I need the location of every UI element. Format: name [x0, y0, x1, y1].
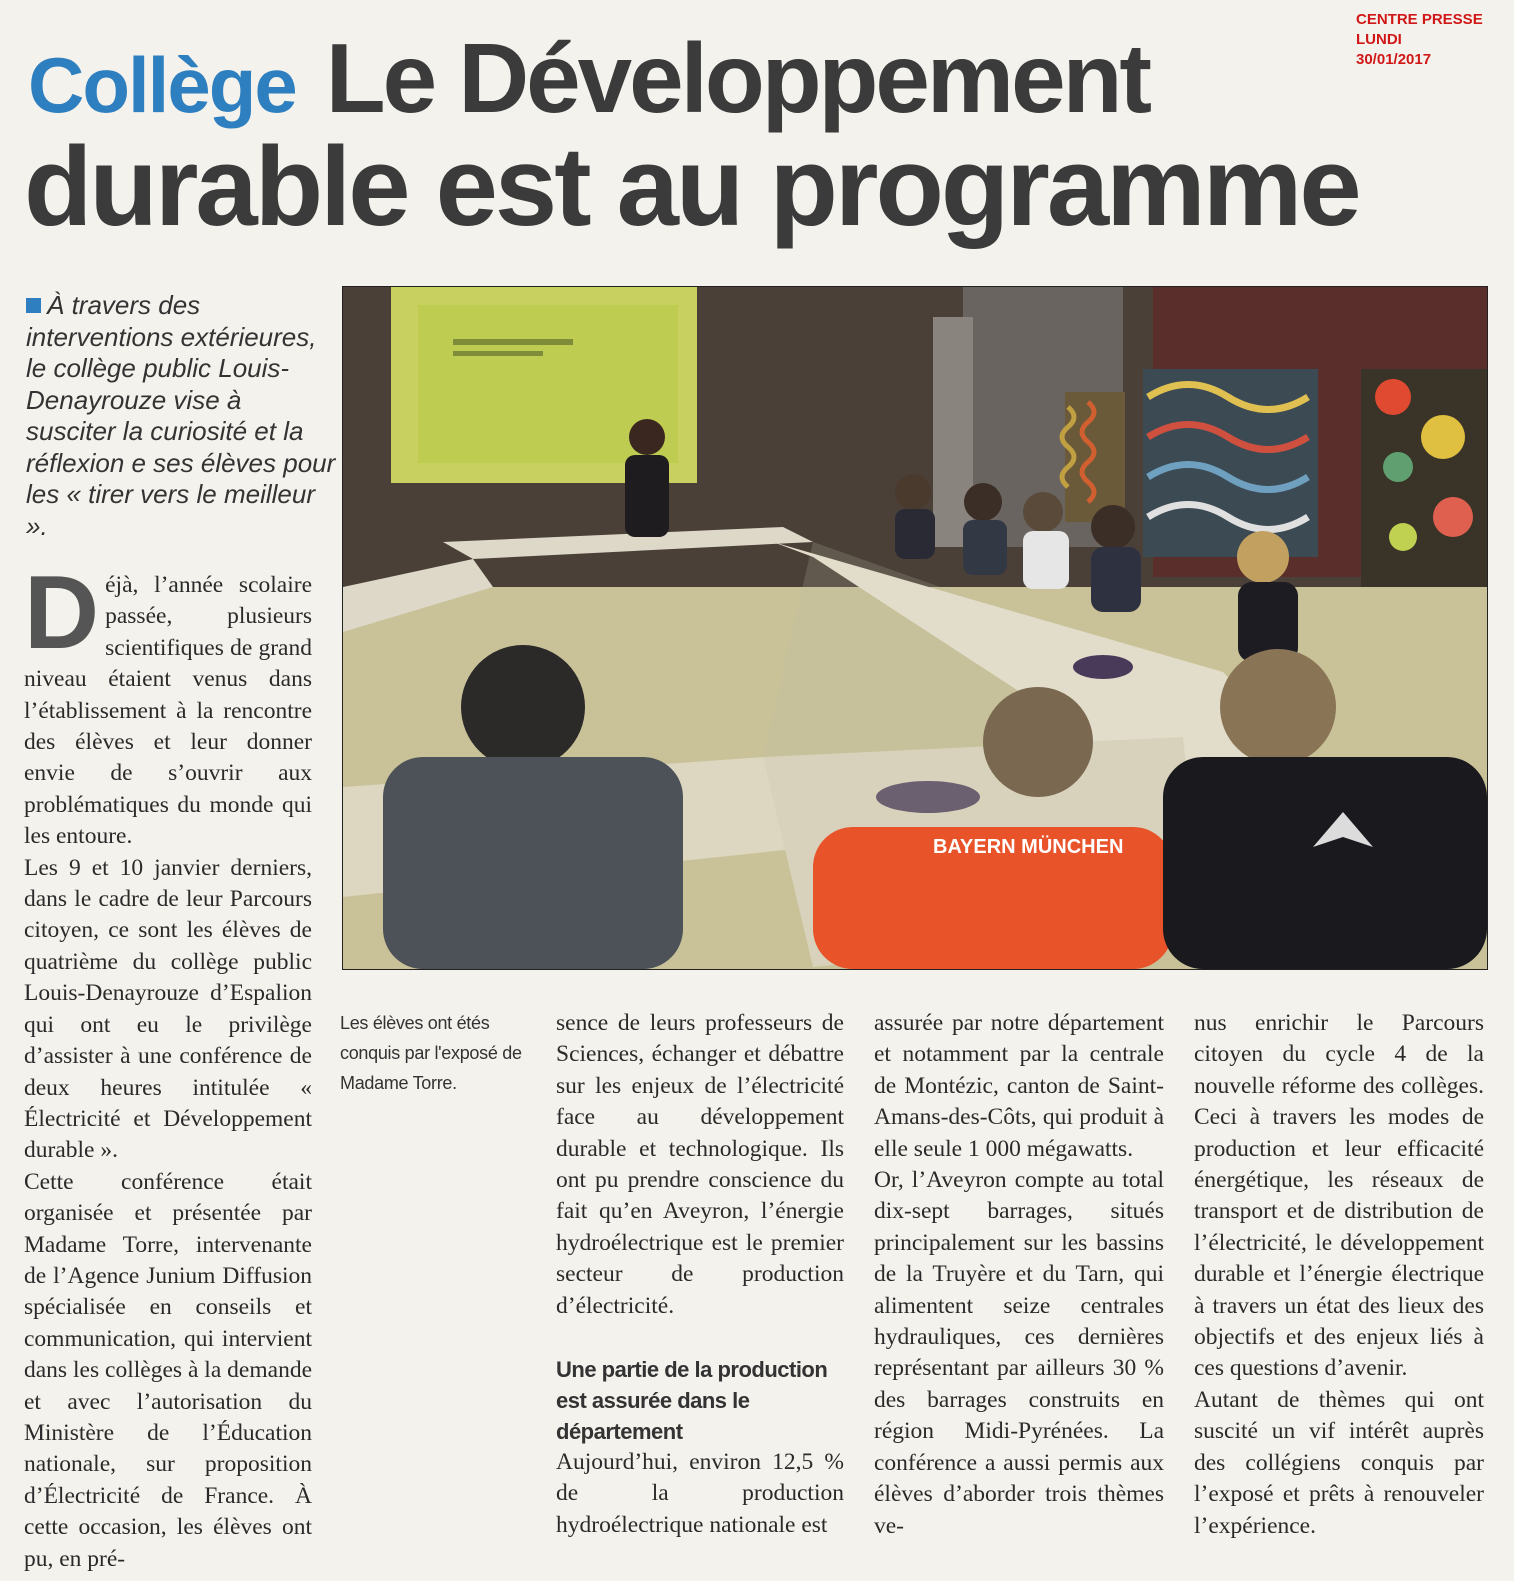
- presenter-body: [625, 455, 669, 537]
- classroom-photo: [342, 286, 1488, 970]
- lead-bullet-icon: [26, 298, 41, 313]
- stamp-source: CENTRE PRESSE: [1356, 11, 1483, 28]
- article-column-2: [556, 1008, 844, 1541]
- article-column-3: [874, 1008, 1164, 1542]
- classroom-illustration: [343, 287, 1487, 969]
- headline-row-1: [28, 22, 1149, 132]
- photo-caption: Les élèves ont étés conquis par l'exposé de Madame Torre.: [340, 1013, 522, 1093]
- stamp-date: 30/01/2017: [1356, 51, 1432, 68]
- article-paragraph: Aujourd’hui, environ 12,5 % de la production hydroélectrique nationale est: [556, 1449, 844, 1538]
- lead-paragraph: [26, 290, 336, 542]
- student-blond-head: [983, 687, 1093, 797]
- article-column-4: [1194, 1008, 1484, 1542]
- article-paragraph: sence de leurs professeurs de Sciences, échanger et débattre sur les enjeux de l’électricité face au développement durable et technologique. Ils ont pu prendre conscience du fait qu’en Aveyron, l’énergie hydroélectrique est le premier secteur de production d’électricité.: [556, 1010, 844, 1319]
- student-grey-sweater: [383, 757, 683, 969]
- drop-cap: D: [24, 555, 100, 671]
- article-subheading: Une partie de la production est assurée dans le département: [556, 1357, 828, 1445]
- article-paragraph: assurée par notre département et notamment par la centrale de Montézic, canton de Saint-Amans-des-Côts, qui produit à elle seule 1 000 mégawatts.: [874, 1010, 1164, 1162]
- article-column-1: [24, 555, 312, 1575]
- stamp-day: LUNDI: [1356, 31, 1402, 48]
- section-kicker: Collège: [28, 41, 296, 129]
- article-paragraph: Les 9 et 10 janvier derniers, dans le cadre de leur Parcours citoyen, ce sont les élèves de quatrième du collège public Louis-Denayrouze d’Espalion qui ont eu le privilège d’assister à une conférence de deux heures intitulée « Électricité et Développement durable ».: [24, 854, 312, 1164]
- press-stamp: [1356, 10, 1506, 70]
- headline-line-2: durable est au programme: [24, 124, 1359, 249]
- student-black-jacket: [1163, 757, 1487, 969]
- student-dark-hair: [461, 645, 585, 769]
- headline-line-1: Le Développement: [325, 23, 1150, 133]
- article-paragraph: éjà, l’année scolaire passée, plusieurs scientifiques de grand niveau étaient venus dans l’établissement à la rencontre des élèves et leur donner envie de s’ouvrir aux problématiques du monde qui les entoure.: [24, 572, 312, 850]
- student-right-head: [1220, 649, 1336, 765]
- article-paragraph: Cette conférence était organisée et présentée par Madame Torre, intervenante de l’Agence Junium Diffusion spécialisée en conseils et communication, qui intervient dans les collèges à la demande et avec l’autorisation du Ministère de l’Éducation nationale, sur proposition d’Électricité de France. À cette occasion, les élèves ont pu, en pré-: [24, 1168, 312, 1572]
- article-paragraph: Autant de thèmes qui ont suscité un vif intérêt auprès des collégiens conquis par l’exposé et prêts à renouveler l’expérience.: [1194, 1386, 1484, 1539]
- headline-row-2: [24, 122, 1359, 251]
- presenter-head: [629, 419, 665, 455]
- shirt-text: BAYERN MÜNCHEN: [933, 836, 1124, 858]
- door: [933, 317, 973, 547]
- article-paragraph: Or, l’Aveyron compte au total dix-sept barrages, situés principalement sur les bassins de la Truyère et du Tarn, qui alimentent seize centrales hydrauliques, ces dernières représentant par ailleurs 30 % des barrages construits en région Midi-Pyrénées. La conférence a aussi permis aux élèves d’aborder trois thèmes ve-: [874, 1167, 1164, 1539]
- article-paragraph: nus enrichir le Parcours citoyen du cycle 4 de la nouvelle réforme des collèges. Ceci à travers les modes de production et leur efficacité énergétique, les réseaux de transport et de distribution de l’électricité, le développement durable et l’énergie électrique à travers un état des lieux des objectifs et des enjeux liés à ces questions d’avenir.: [1194, 1010, 1484, 1382]
- lead-text: À travers des interventions extérieures, le collège public Louis-Denayrouze vise à susciter la curiosité et la réflexion e ses élèves pour les « tirer vers le meilleur ».: [26, 290, 336, 541]
